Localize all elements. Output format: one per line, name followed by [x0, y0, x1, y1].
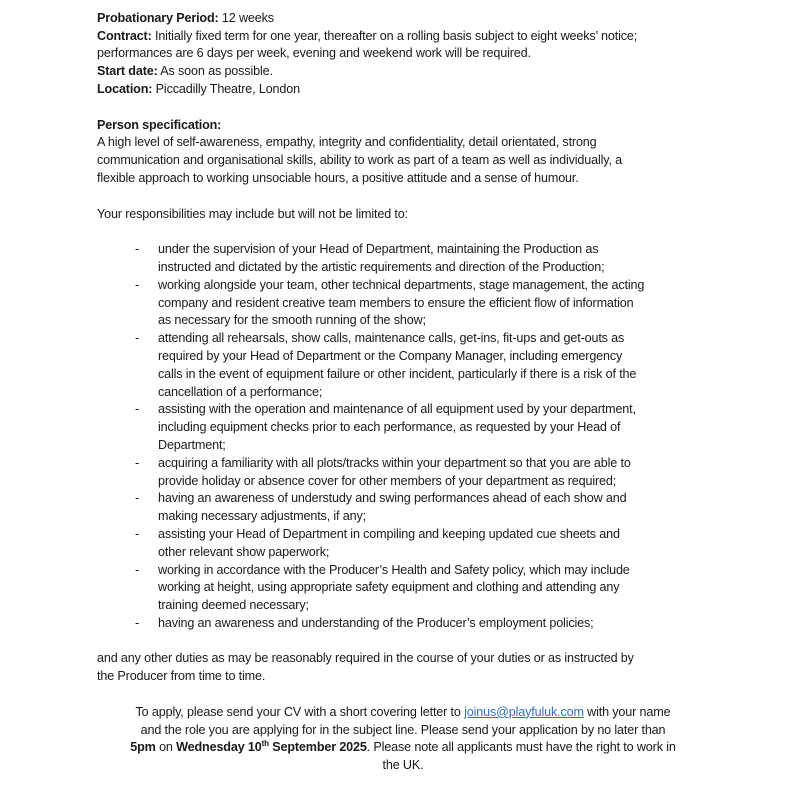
responsibility-line: acquiring a familiarity with all plots/tracks within your department so that you are able to: [158, 455, 631, 470]
responsibility-line: including equipment checks prior to each performance, as requested by your Head of: [158, 420, 621, 435]
job-details: [97, 10, 709, 99]
responsibility-item: [97, 277, 709, 330]
detail-contract: Contract: Initially fixed term for one year, thereafter on a rolling basis subject to eight weeks’ notice;: [97, 28, 638, 43]
detail-contract-cont: performances are 6 days per week, evening and weekend work will be required.: [97, 46, 531, 61]
responsibility-line: training deemed necessary;: [158, 598, 309, 613]
responsibility-line: working alongside your team, other technical departments, stage management, the acting: [158, 277, 645, 292]
bullet-dash: -: [135, 615, 140, 630]
responsibility-item: [97, 455, 709, 491]
bullet-dash: -: [135, 242, 140, 257]
other-duties: [97, 650, 709, 686]
apply-email-link[interactable]: joinus@playfuluk.com: [464, 704, 584, 719]
person-spec-line: flexible approach to working unsociable hours, a positive attitude and a sense of humour.: [97, 170, 579, 185]
bullet-dash: -: [135, 402, 140, 417]
deadline-date: Wednesday 10th September 2025: [176, 739, 367, 755]
responsibility-line: other relevant show paperwork;: [158, 544, 330, 559]
person-spec-heading: Person specification:: [97, 117, 222, 132]
responsibility-line: company and resident creative team members to ensure the efficient flow of information: [158, 295, 634, 310]
responsibility-item: [97, 526, 709, 562]
other-duties-line: and any other duties as may be reasonably required in the course of your duties or as instructed by: [97, 651, 634, 666]
responsibility-line: working in accordance with the Producer’s Health and Safety policy, which may include: [158, 562, 630, 577]
responsibility-line: having an awareness of understudy and swing performances ahead of each show and: [158, 491, 627, 506]
responsibility-line: having an awareness and understanding of the Producer’s employment policies;: [158, 615, 594, 630]
responsibility-item: [97, 241, 709, 277]
detail-location: Location: Piccadilly Theatre, London: [97, 81, 300, 96]
detail-start-date: Start date: As soon as possible.: [97, 64, 273, 79]
cut-off-top-line: [97, 0, 709, 10]
responsibility-line: calls in the event of equipment failure or other incident, particularly if there is a risk of the: [158, 366, 637, 381]
responsibility-line: attending all rehearsals, show calls, maintenance calls, get-ins, fit-ups and get-outs as: [158, 331, 625, 346]
responsibility-line: Department;: [158, 437, 226, 452]
responsibility-line: making necessary adjustments, if any;: [158, 509, 366, 524]
responsibility-line: assisting with the operation and maintenance of all equipment used by your department,: [158, 402, 636, 417]
bullet-dash: -: [135, 562, 140, 577]
responsibility-line: working at height, using appropriate safety equipment and clothing and attending any: [158, 580, 620, 595]
responsibility-item: [97, 490, 709, 526]
deadline-time: 5pm: [130, 740, 156, 755]
responsibility-line: required by your Head of Department or the Company Manager, including emergency: [158, 348, 623, 363]
responsibility-line: assisting your Head of Department in compiling and keeping updated cue sheets and: [158, 526, 620, 541]
responsibilities-list: [97, 241, 709, 633]
bullet-dash: -: [135, 277, 140, 292]
other-duties-line: the Producer from time to time.: [97, 669, 266, 684]
responsibility-item: [97, 330, 709, 401]
responsibility-line: cancellation of a performance;: [158, 384, 323, 399]
responsibility-item: [97, 615, 709, 633]
responsibilities-intro: Your responsibilities may include but will not be limited to:: [97, 206, 408, 221]
person-spec-line: A high level of self-awareness, empathy, integrity and confidentiality, detail orientated, strong: [97, 135, 597, 150]
detail-probation: Probationary Period: 12 weeks: [97, 10, 274, 25]
person-specification: [97, 117, 709, 188]
document-page: [97, 0, 709, 775]
responsibility-line: instructed and dictated by the artistic requirements and direction of the Production;: [158, 259, 605, 274]
responsibility-line: provide holiday or absence cover for other members of your department as required;: [158, 473, 617, 488]
bullet-dash: -: [135, 455, 140, 470]
responsibility-item: [97, 401, 709, 454]
responsibility-item: [97, 562, 709, 615]
person-spec-line: communication and organisational skills, ability to work as part of a team as well as individually, a: [97, 153, 623, 168]
bullet-dash: -: [135, 331, 140, 346]
bullet-dash: -: [135, 526, 140, 541]
responsibility-line: under the supervision of your Head of Department, maintaining the Production as: [158, 242, 599, 257]
bullet-dash: -: [135, 491, 140, 506]
responsibility-line: as necessary for the smooth running of the show;: [158, 313, 426, 328]
apply-instructions: To apply, please send your CV with a short covering letter to joinus@playfuluk.com with your name and the role you are applying for in the subject line. Please send your application by no later than 5pm on Wednesday 10th September 2025. Please note all applicants must have the right to work in the UK.: [130, 704, 676, 773]
